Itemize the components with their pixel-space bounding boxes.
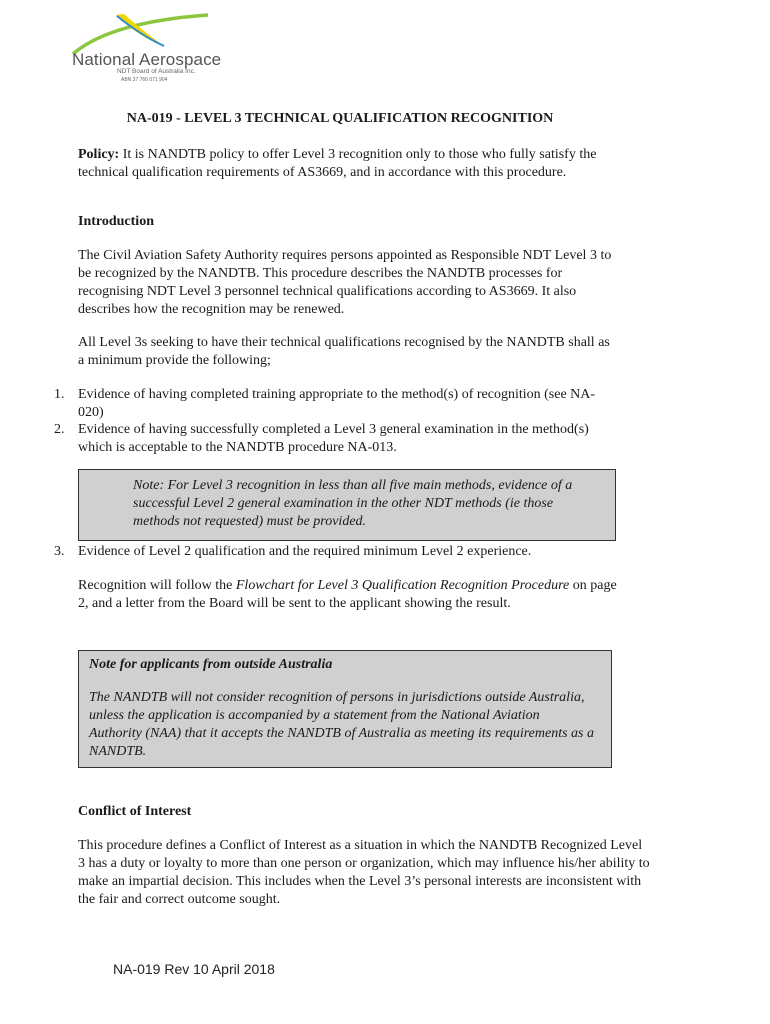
list-item-text: Evidence of having successfully completed a Level 3 general examination in the method(s) which is acceptable to the NANDTB procedure NA-013. xyxy=(78,422,589,455)
logo-org-name: National Aerospace xyxy=(72,50,222,69)
policy-paragraph xyxy=(78,146,618,182)
list-item-number: 2. xyxy=(54,422,65,437)
recognition-paragraph xyxy=(78,577,618,613)
policy-label: Policy: xyxy=(78,147,120,162)
recognition-text-after: on page 2, and a letter from the Board will be sent to the applicant showing the result. xyxy=(78,578,617,611)
introduction-heading: Introduction xyxy=(78,214,154,229)
introduction-paragraph-1: The Civil Aviation Safety Authority requires persons appointed as Responsible NDT Level 3 to be recognized by the NANDTB. This procedure describes the NANDTB processes for recognising NDT Level 3 personnel technical qualifications according to AS3669. It also describes how the recognition may be renewed. xyxy=(78,248,612,317)
list-item-text: Evidence of Level 2 qualification and the required minimum Level 2 experience. xyxy=(78,544,532,559)
conflict-paragraph: This procedure defines a Conflict of Interest as a situation in which the NANDTB Recognized Level 3 has a duty or loyalty to more than one person or organization, which may influence his/her ability to make an impartial decision. This includes when the Level 3’s personal interests are inconsistent with the fair and correct outcome sought. xyxy=(78,838,650,907)
overseas-applicants-note-box xyxy=(78,650,612,768)
introduction-paragraph-2: All Level 3s seeking to have their technical qualifications recognised by the NANDTB shall as a minimum provide the following; xyxy=(78,335,610,368)
logo-subtitle: NDT Board of Australia Inc. xyxy=(117,68,196,75)
list-item-number: 1. xyxy=(54,387,65,402)
logo-abn: ABN 37 760 071 904 xyxy=(121,77,168,83)
flowchart-reference: Flowchart for Level 3 Qualification Recognition Procedure xyxy=(235,578,570,593)
overseas-note-text: The NANDTB will not consider recognition of persons in jurisdictions outside Australia, unless the application is accompanied by a statement from the National Aviation Authority (NAA) that it accepts the NANDTB of Australia as meeting its requirements as a NANDTB. xyxy=(89,690,594,759)
level3-note-text: Note: For Level 3 recognition in less than all five main methods, evidence of a successful Level 2 general examination in the other NDT methods (ie those methods not requested) must be provided. xyxy=(133,478,573,529)
overseas-note-heading: Note for applicants from outside Australia xyxy=(89,657,333,672)
policy-text: It is NANDTB policy to offer Level 3 recognition only to those who fully satisfy the technical qualification requirements of AS3669, and in accordance with this procedure. xyxy=(78,147,597,180)
page-footer: NA-019 Rev 10 April 2018 xyxy=(113,961,275,977)
list-item-text: Evidence of having completed training appropriate to the method(s) of recognition (see NA-020) xyxy=(78,387,596,420)
document-title: NA-019 - LEVEL 3 TECHNICAL QUALIFICATION RECOGNITION xyxy=(126,111,554,126)
list-item-number: 3. xyxy=(54,544,65,559)
conflict-heading: Conflict of Interest xyxy=(78,804,192,819)
recognition-text-before: Recognition will follow the xyxy=(78,578,236,593)
logo-swoosh-icon xyxy=(70,10,220,55)
level3-note-box xyxy=(78,469,616,541)
organization-logo xyxy=(70,10,220,90)
